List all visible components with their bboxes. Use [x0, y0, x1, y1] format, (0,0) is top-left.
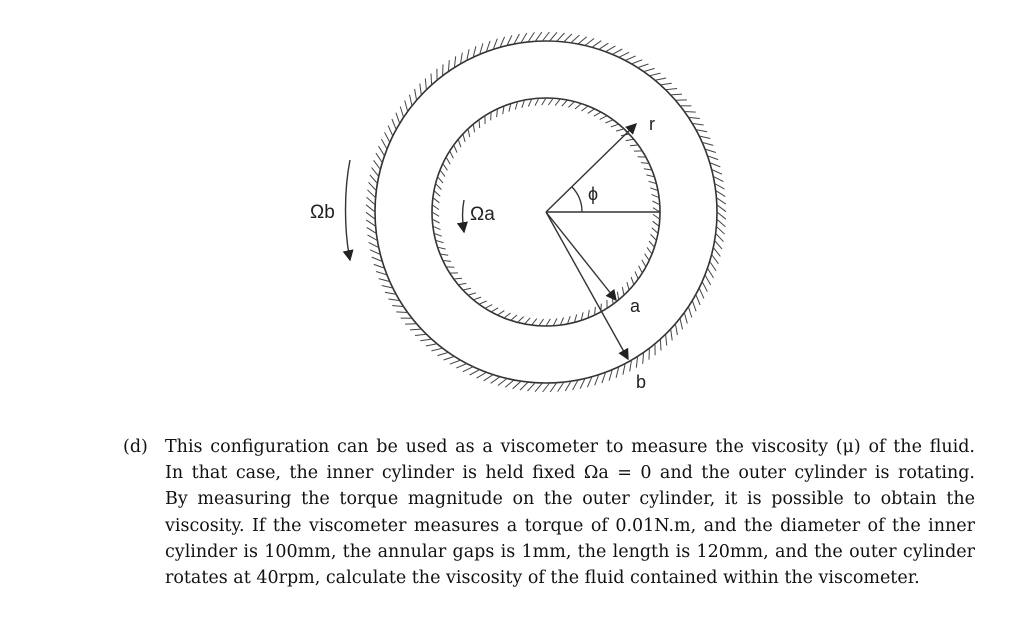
hatch-tick — [717, 205, 726, 212]
hatch-tick — [548, 98, 553, 105]
hatch-tick — [477, 372, 487, 378]
question-line: This configuration can be used as a viscometer to measure the viscosity (μ) of the fluid. — [165, 437, 975, 457]
question-line: In that case, the inner cylinder is held fixed Ωa = 0 and the outer cylinder is rotating. — [165, 463, 975, 484]
hatch-tick — [568, 102, 574, 108]
hatch-tick — [410, 95, 413, 106]
hatch-tick — [470, 370, 480, 375]
hatch-tick — [606, 46, 616, 52]
question-line: By measuring the torque magnitude on the outer cylinder, it is possible to obtain the — [165, 489, 975, 510]
hatch-tick — [617, 292, 618, 300]
hatch-tick — [558, 382, 564, 392]
hatch-tick — [400, 107, 403, 118]
hatch-tick — [520, 382, 528, 390]
question-label: (d) — [123, 437, 148, 457]
hatch-tick — [535, 32, 542, 41]
hatch-tick — [642, 260, 646, 267]
hatch-tick — [542, 32, 549, 41]
hatch-tick — [367, 190, 375, 198]
hatch-tick — [415, 89, 417, 100]
hatch-tick — [468, 129, 470, 137]
annulus-figure — [280, 20, 740, 400]
hatch-tick — [713, 248, 720, 257]
hatch-tick — [585, 39, 594, 46]
hatch-tick — [535, 383, 542, 392]
hatch-tick — [463, 288, 471, 290]
hatch-tick — [528, 32, 534, 42]
hatch-tick — [639, 266, 643, 273]
hatch-tick — [612, 296, 613, 304]
hatch-tick — [432, 212, 439, 216]
hatch-tick — [381, 139, 387, 149]
hatch-tick — [504, 313, 511, 318]
hatch-tick — [666, 89, 677, 90]
question-line: viscosity. If the viscometer measures a torque of 0.01N.m, and the diameter of the inner — [165, 515, 975, 536]
hatch-tick — [651, 234, 657, 240]
hatch-tick — [458, 139, 461, 147]
a-label: a — [630, 296, 641, 316]
hatch-tick — [581, 106, 588, 111]
r-label: r — [649, 114, 655, 134]
hatch-tick — [479, 120, 480, 128]
hatch-tick — [366, 205, 375, 212]
hatch-tick — [396, 113, 400, 124]
hatch-tick — [588, 109, 595, 114]
omega-b-rotation-arrow — [346, 160, 351, 260]
hatch-tick — [565, 381, 571, 391]
question-line: rotates at 40rpm, calculate the viscosity of the fluid contained within the viscometer. — [165, 568, 920, 589]
hatch-tick — [612, 49, 622, 54]
hatch-tick — [557, 33, 565, 41]
hatch-tick — [432, 219, 439, 223]
hatch-tick — [444, 356, 455, 360]
hatch-tick — [392, 119, 396, 130]
hatch-tick — [688, 307, 691, 318]
hatch-tick — [513, 381, 521, 389]
hatch-tick — [717, 212, 726, 219]
hatch-tick — [484, 375, 494, 381]
hatch-tick — [708, 268, 714, 278]
hatch-tick — [684, 313, 687, 324]
hatch-tick — [415, 334, 426, 335]
hatch-tick — [438, 177, 443, 183]
hatch-tick — [688, 117, 699, 118]
hatch-tick — [456, 364, 467, 369]
omega-b-label: Ωb — [310, 202, 335, 223]
hatch-tick — [450, 360, 461, 364]
b-label: b — [636, 372, 647, 392]
hatch-tick — [649, 241, 654, 247]
hatch-tick — [553, 318, 557, 325]
hatch-tick — [599, 43, 609, 49]
hatch-tick — [532, 319, 537, 326]
hatch-tick — [431, 74, 432, 85]
hatch-tick — [518, 317, 524, 323]
hatch-tick — [638, 64, 649, 68]
hatch-tick — [705, 275, 711, 285]
hatch-tick — [616, 129, 624, 131]
hatch-tick — [636, 356, 637, 367]
hatch-tick — [479, 301, 487, 304]
hatch-tick — [635, 271, 638, 279]
hatch-tick — [473, 297, 481, 300]
hatch-tick — [437, 352, 448, 355]
hatch-tick — [630, 145, 638, 146]
omega-a-rotation-arrow — [463, 200, 465, 232]
hatch-tick — [550, 32, 557, 41]
hatch-tick — [473, 124, 474, 132]
phi-angle-arc — [572, 187, 582, 212]
hatch-tick — [505, 380, 514, 387]
hatch-tick — [420, 84, 422, 95]
hatch-tick — [660, 339, 661, 350]
hatch-tick — [543, 383, 550, 392]
hatch-tick — [546, 319, 550, 326]
hatch-tick — [627, 282, 629, 290]
hatch-tick — [644, 68, 655, 71]
radius-b-arrow — [546, 212, 628, 359]
hatch-tick — [652, 228, 658, 234]
hatch-tick — [564, 34, 572, 42]
hatch-tick — [369, 182, 377, 190]
hatch-tick — [578, 37, 587, 44]
hatch-tick — [643, 352, 644, 363]
hatch-tick — [535, 98, 539, 105]
hatch-tick — [436, 184, 442, 190]
hatch-tick — [385, 132, 390, 142]
hatch-tick — [653, 214, 660, 219]
hatch-tick — [511, 315, 517, 320]
hatch-tick — [716, 198, 725, 204]
hatch-tick — [367, 197, 376, 205]
omega-a-label: Ωa — [470, 204, 495, 225]
hatch-tick — [611, 124, 619, 127]
hatch-tick — [370, 175, 378, 184]
question-line: cylinder is 100mm, the annular gaps is 1mm, the length is 120mm, and the outer cylinder — [165, 541, 975, 562]
hatch-tick — [592, 41, 601, 48]
hatch-tick — [625, 56, 636, 61]
hatch-tick — [653, 221, 660, 226]
hatch-tick — [491, 308, 498, 312]
hatch-tick — [432, 205, 439, 210]
hatch-tick — [675, 324, 677, 335]
hatch-tick — [463, 134, 465, 142]
hatch-tick — [374, 160, 381, 169]
hatch-tick — [498, 311, 505, 316]
hatch-tick — [622, 287, 624, 295]
hatch-tick — [555, 99, 560, 106]
hatch-tick — [450, 151, 454, 158]
question-d — [123, 434, 975, 591]
hatch-tick — [652, 201, 659, 205]
radius-a-arrow — [546, 212, 616, 300]
hatch-tick — [528, 383, 536, 391]
hatch-tick — [684, 112, 695, 113]
hatch-tick — [712, 255, 719, 264]
hatch-tick — [716, 233, 724, 241]
hatch-tick — [372, 168, 379, 177]
hatch-tick — [366, 220, 375, 226]
hatch-tick — [666, 334, 667, 345]
hatch-tick — [420, 339, 431, 341]
hatch-tick — [619, 52, 629, 57]
hatch-tick — [562, 100, 568, 106]
hatch-tick — [660, 83, 671, 85]
hatch-tick — [550, 383, 557, 392]
hatch-tick — [491, 377, 500, 384]
hatch-tick — [645, 254, 650, 261]
hatch-tick — [446, 157, 450, 164]
hatch-tick — [699, 288, 704, 298]
phi-label: ϕ — [588, 184, 599, 204]
hatch-tick — [647, 247, 652, 254]
hatch-tick — [498, 379, 507, 386]
hatch-tick — [696, 294, 700, 305]
hatch-tick — [366, 212, 375, 219]
hatch-tick — [410, 329, 421, 330]
hatch-tick — [379, 146, 385, 156]
hatch-tick — [671, 329, 673, 340]
hatch-tick — [631, 277, 634, 285]
hatch-tick — [426, 344, 437, 346]
hatch-tick — [405, 101, 408, 112]
hatch-tick — [717, 219, 726, 227]
hatch-tick — [454, 145, 457, 153]
hatch-tick — [443, 164, 448, 171]
hatch-tick — [715, 241, 723, 250]
hatch-tick — [433, 198, 440, 203]
hatch-tick — [485, 305, 492, 309]
hatch-tick — [542, 98, 546, 105]
hatch-tick — [575, 104, 581, 109]
hatch-tick — [680, 318, 683, 329]
hatch-tick — [521, 33, 527, 43]
hatch-tick — [632, 60, 643, 64]
hatch-tick — [716, 226, 724, 234]
hatch-tick — [702, 282, 707, 292]
hatch-tick — [468, 293, 476, 295]
hatch-tick — [367, 227, 377, 233]
hatch-tick — [671, 94, 682, 95]
hatch-tick — [525, 318, 531, 324]
hatch-tick — [605, 120, 613, 123]
hatch-tick — [600, 116, 607, 120]
hatch-tick — [571, 35, 579, 43]
hatch-tick — [463, 367, 473, 372]
hatch-tick — [425, 79, 426, 90]
question-body — [165, 434, 975, 591]
hatch-tick — [692, 301, 696, 312]
hatch-tick — [454, 56, 455, 67]
hatch-tick — [655, 78, 666, 80]
hatch-tick — [396, 312, 407, 313]
hatch-tick — [376, 153, 382, 163]
hatch-tick — [440, 170, 445, 177]
hatch-tick — [454, 278, 462, 279]
hatch-tick — [458, 283, 466, 284]
hatch-tick — [649, 73, 660, 76]
hatch-tick — [716, 191, 726, 197]
hatch-tick — [432, 348, 443, 351]
hatch-tick — [434, 191, 440, 197]
hatch-tick — [448, 60, 449, 71]
hatch-tick — [392, 306, 403, 307]
hatch-tick — [626, 139, 634, 140]
hatch-tick — [539, 319, 544, 326]
hatch-tick — [710, 261, 716, 271]
hatch-tick — [388, 126, 393, 136]
hatch-tick — [594, 112, 601, 116]
